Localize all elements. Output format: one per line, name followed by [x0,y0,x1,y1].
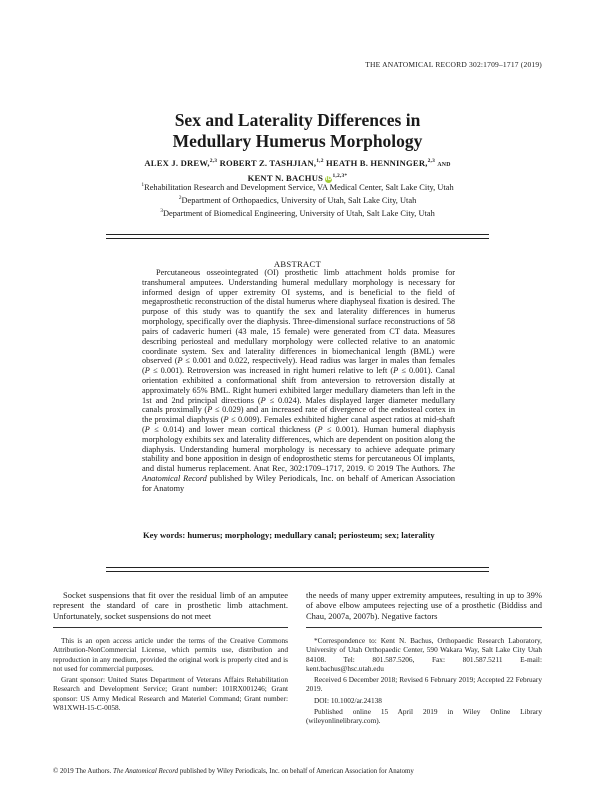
correspondence-footnote: *Correspondence to: Kent N. Bachus, Orthopaedic Research Laboratory, University of Utah Orthopaedic Center, 590 Wakara Way, Salt Lake City Utah 84108. Tel: 801.587.5206, Fax: 801.587.5211 E-mail: kent.bachus@hsc.utah.edu [306,636,542,673]
divider-bottom-2 [106,571,489,572]
author-1-affil: 2,3 [209,158,218,164]
published-footnote: Published online 15 April 2019 in Wiley Online Library (wileyonlinelibrary.com). [306,707,542,726]
doi-footnote[interactable]: DOI: 10.1002/ar.24138 [314,695,382,705]
divider-top-1 [106,234,489,235]
author-3: HEATH B. HENNINGER, [326,157,428,168]
affiliation-2: $^2$Department of Orthopaedics, University of Utah, Salt Lake City, Utah [178,194,417,205]
affiliation-1: $^1$Rehabilitation Research and Development Service, VA Medical Center, Salt Lake City, Utah [141,182,454,192]
title-line-1: Sex and Laterality Differences in [174,110,421,130]
footnote-rule-left [53,627,288,628]
abstract-heading: ABSTRACT [273,259,322,269]
author-2-affil: 1,2 [316,158,324,164]
grant-footnote: Grant sponsor: United States Department of Veterans Affairs Rehabilitation Research and Development Service; Grant number: 101RX001246; Grant sponsor: US Army Medical Research and Materiel Command; Grant number: W81XWH-15-C-0058. [53,675,288,713]
page-footer: © 2019 The Authors. The Anatomical Record published by Wiley Periodicals, Inc. on behalf of American Association for Anatomy [53,768,414,775]
affiliation-3: $^3$Department of Biomedical Engineering, University of Utah, Salt Lake City, Utah [160,207,435,218]
footnote-rule-right [306,627,542,628]
affiliations [60,180,535,218]
body-column-left: Socket suspensions that fit over the residual limb of an amputee represent the standard of care in prosthetic limb attachment. Unfortunately, socket suspensions do not meet [53,590,288,621]
orcid-icon[interactable]: iD [325,176,333,183]
author-3-affil: 2,3 [427,158,436,164]
abstract-text: Percutaneous osseointegrated (OI) prosthetic limb attachment holds promise for transhumeral amputees. Understanding humeral medullary morphology is necessary for informed design of upper extremity OI systems, and is beneficial to the field of megaprosthetic reconstruction of the distal humerus where diaphyseal fixation is desired. The purpose of this study was to quantify the sex and laterality differences in humerus morphology, specifically over the diaphysis. Three-dimensional surface reconstructions of 58 pairs of cadaveric humeri (43 male, 15 female) were generated from CT data. Measures describing periosteal and medullary morphology were collected relative to an anatomic coordinate system. Sex and laterality differences in biomechanical length (BML) were observed (P ≤ 0.001 and 0.022, respectively). Head radius was larger in males than females (P ≤ 0.001). Retroversion was increased in right humeri relative to left (P ≤ 0.001). Canal orientation exhibited a conformational shift from anteversion to retroversion distally at approximately 65% BML. Right humeri exhibited larger medullary diameters than left in the 1st and 2nd principal directions (P ≤ 0.024). Males displayed larger diameter medullary canals proximally (P ≤ 0.029) and an increased rate of divergence of the endosteal cortex in the proximal diaphysis (P ≤ 0.009). Females exhibited higher canal aspect ratios at mid-shaft (P ≤ 0.014) and lower mean cortical thickness (P ≤ 0.001). Human humeral diaphysis morphology exhibits sex and laterality differences, which are dependent on position along the diaphysis. Understanding humeral morphology is necessary to achieve adequate primary stability and bone apposition in design of endoprosthetic stems for percutaneous OI implants, and distal humerus replacement. Anat Rec, 302:1709–1717, 2019. © 2019 The Authors. The Anatomical Record published by Wiley Periodicals, Inc. on behalf of American Association for Anatomy [142,268,456,493]
article-title [0,110,595,152]
divider-bottom-1 [106,567,489,568]
author-4-affil: 1,2,3* [332,173,348,180]
footnotes-right [306,636,542,728]
author-2: ROBERT Z. TASHJIAN, [219,157,317,168]
footnotes-left [53,636,288,714]
running-head: THE ANATOMICAL RECORD 302:1709–1717 (2019) [365,60,542,69]
dates-footnote: Received 6 December 2018; Revised 6 February 2019; Accepted 22 February 2019. [306,675,542,694]
author-1: ALEX J. DREW, [144,157,210,168]
divider-top-2 [106,238,489,239]
keywords: Key words: humerus; morphology; medullary canal; periosteum; sex; laterality [143,530,435,540]
license-footnote: This is an open access article under the terms of the Creative Commons Attribution-NonCommercial License, which permits use, distribution and reproduction in any medium, provided the original work is properly cited and is not used for commercial purposes. [53,636,288,673]
title-line-2: Medullary Humerus Morphology [172,131,423,151]
body-column-right: the needs of many upper extremity amputees, resulting in up to 39% of above elbow amputees rejecting use of a prosthetic (Biddiss and Chau, 2007a, 2007b). Negative factors [306,590,542,621]
and-conjunction: AND [437,161,451,168]
author-4: KENT N. BACHUS [247,173,324,184]
